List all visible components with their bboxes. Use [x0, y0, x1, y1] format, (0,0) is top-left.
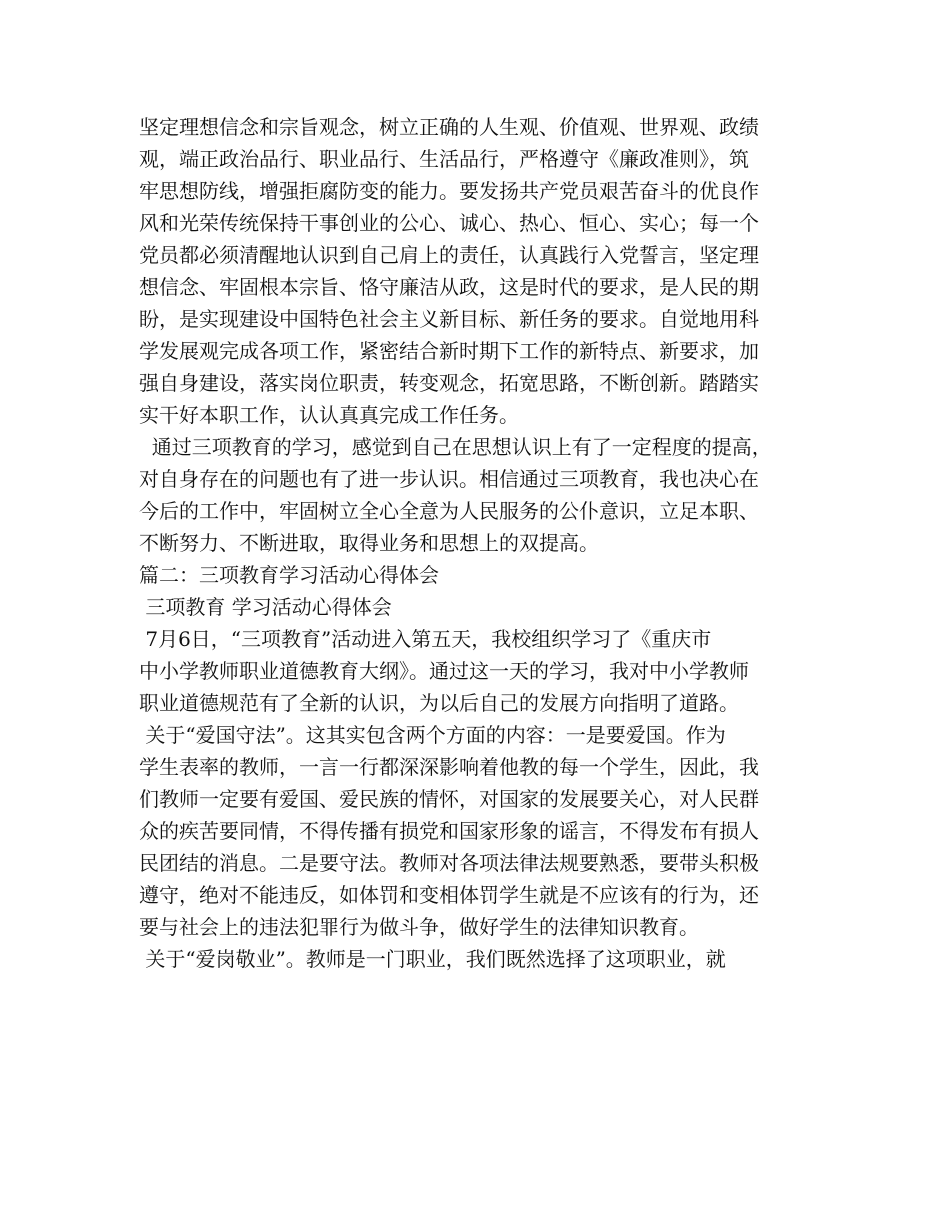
text-line: 关于“爱国守法”。这其实包含两个方面的内容：一是要爱国。作为	[139, 723, 726, 747]
text-line: 要与社会上的违法犯罪行为做斗争，做好学生的法律知识教育。	[139, 915, 699, 939]
text-line: 们教师一定要有爱国、爱民族的情怀，对国家的发展要关心，对人民群	[139, 787, 759, 811]
text-line: 学发展观完成各项工作，紧密结合新时期下工作的新特点、新要求，加	[139, 339, 759, 363]
text-line: 7月6日，“三项教育”活动进入第五天，我校组织学习了《重庆市	[139, 627, 712, 651]
text-line: 观，端正政治品行、职业品行、生活品行，严格遵守《廉政准则》，筑	[139, 147, 749, 171]
text-line: 实干好本职工作，认认真真完成工作任务。	[139, 403, 519, 427]
text-line: 众的疾苦要同情，不得传播有损党和国家形象的谣言，不得发布有损人	[139, 819, 759, 843]
section-heading: 篇二：三项教育学习活动心得体会	[139, 563, 439, 587]
text-line: 牢思想防线，增强拒腐防变的能力。要发扬共产党员艰苦奋斗的优良作	[139, 179, 759, 203]
text-line: 职业道德规范有了全新的认识，为以后自己的发展方向指明了道路。	[139, 691, 739, 715]
text-line: 中小学教师职业道德教育大纲》。通过这一天的学习，我对中小学教师	[139, 659, 749, 683]
text-line: 风和光荣传统保持干事创业的公心、诚心、热心、恒心、实心；每一个	[139, 211, 759, 235]
text-line: 遵守，绝对不能违反，如体罚和变相体罚学生就是不应该有的行为，还	[139, 883, 759, 907]
text-line: 盼，是实现建设中国特色社会主义新目标、新任务的要求。自觉地用科	[139, 307, 759, 331]
text-line: 通过三项教育的学习，感觉到自己在思想认识上有了一定程度的提高，	[139, 435, 772, 459]
text-line: 不断努力、不断进取，取得业务和思想上的双提高。	[139, 531, 599, 555]
text-line: 强自身建设，落实岗位职责，转变观念，拓宽思路，不断创新。踏踏实	[139, 371, 759, 395]
article-title: 三项教育 学习活动心得体会	[139, 595, 392, 619]
text-line: 党员都必须清醒地认识到自己肩上的责任，认真践行入党誓言，坚定理	[139, 243, 759, 267]
text-line: 今后的工作中，牢固树立全心全意为人民服务的公仆意识，立足本职、	[139, 499, 759, 523]
text-line: 对自身存在的问题也有了进一步认识。相信通过三项教育，我也决心在	[139, 467, 759, 491]
text-line: 民团结的消息。二是要守法。教师对各项法律法规要熟悉，要带头积极	[139, 851, 759, 875]
text-line: 学生表率的教师，一言一行都深深影响着他教的每一个学生，因此，我	[139, 755, 759, 779]
document-body	[139, 111, 819, 975]
text-line: 关于“爱岗敬业”。教师是一门职业，我们既然选择了这项职业，就	[139, 947, 726, 971]
text-line: 坚定理想信念和宗旨观念，树立正确的人生观、价值观、世界观、政绩	[139, 115, 759, 139]
text-line: 想信念、牢固根本宗旨、恪守廉洁从政，这是时代的要求，是人民的期	[139, 275, 759, 299]
